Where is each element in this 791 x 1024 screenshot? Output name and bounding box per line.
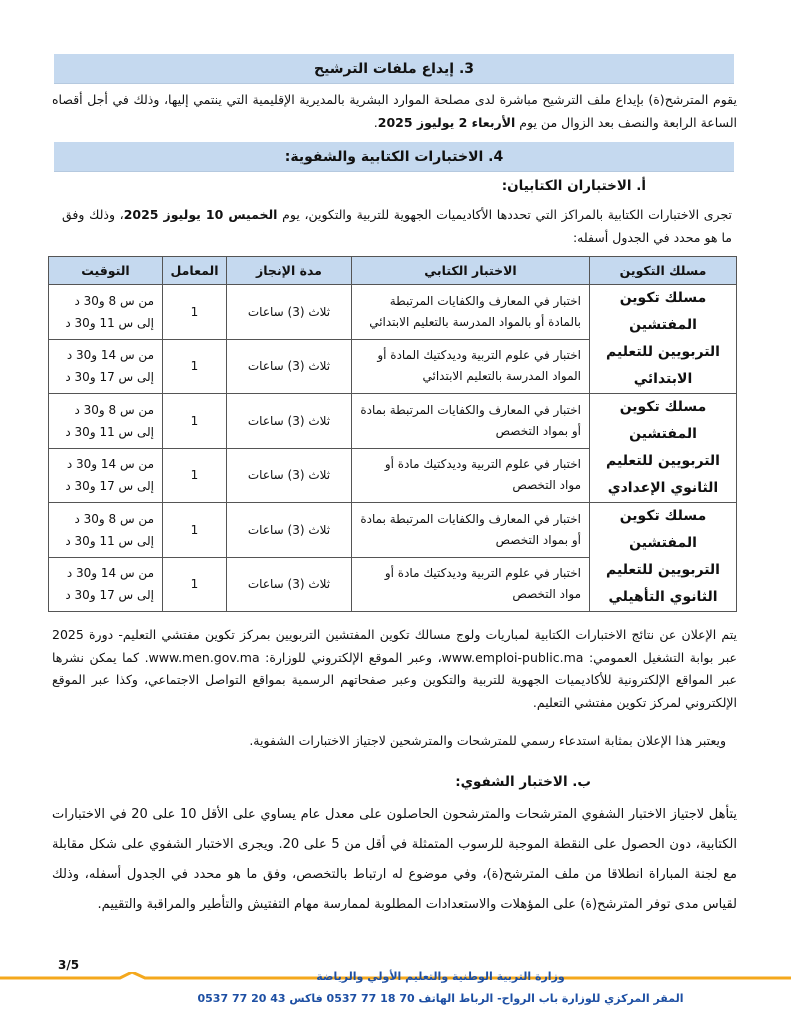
exam-cell: اختبار في المعارف والكفايات المرتبطة بالمادة أو بالمواد المدرسة بالتعليم الابتدائي (352, 285, 590, 340)
track-cell: مسلك تكوين المفتشين التربويين للتعليم الثانوي التأهيلي (590, 503, 737, 612)
header-track: مسلك التكوين (590, 257, 737, 285)
section-4-title-bar (54, 142, 734, 172)
duration-cell: ثلاث (3) ساعات (227, 557, 352, 612)
duration-cell: ثلاث (3) ساعات (227, 448, 352, 503)
time-cell: من س 8 و30 د إلى س 11 و30 د (49, 503, 163, 558)
convocation-note: ويعتبر هذا الإعلان بمثابة استدعاء رسمي للمترشحات والمترشحين لاجتياز الاختبارات الشفوية. (249, 733, 726, 748)
track-cell: مسلك تكوين المفتشين التربويين للتعليم الثانوي الإعدادي (590, 394, 737, 503)
page-number: 3/5 (58, 958, 80, 972)
header-time: التوقيت (49, 257, 163, 285)
duration-cell: ثلاث (3) ساعات (227, 503, 352, 558)
header-exam: الاختبار الكتابي (352, 257, 590, 285)
subsection-a-heading: أ. الاختباران الكتابيان: (501, 178, 646, 194)
results-announcement: يتم الإعلان عن نتائج الاختبارات الكتابية لمباريات ولوج مسالك تكوين المفتشين التربويين بمركز تكوين مفتشي التعليم- دورة 2025 عبر بوابة التشغيل العمومي: www.emploi-public.ma، وعبر الموقع الإلكتروني للوزارة: www.men.gov.ma. كما يمكن نشرها عبر المواقع الإلكترونية للأكاديميات الجهوية للتربية والتكوين وعبر صفحاتهم الرسمية بمواقع التواصل الاجتماعي، وكذا عبر الموقع الإلكتروني لمركز تكوين مفتشي التعليم. (52, 627, 737, 710)
subsection-b-heading: ب. الاختبار الشفوي: (455, 774, 591, 790)
time-cell: من س 8 و30 د إلى س 11 و30 د (49, 285, 163, 340)
duration-cell: ثلاث (3) ساعات (227, 394, 352, 449)
table-header-row (49, 257, 737, 285)
section-4-title: 4. الاختبارات الكتابية والشفوية: (284, 148, 504, 165)
coefficient-cell: 1 (163, 339, 227, 394)
exam-cell: اختبار في علوم التربية وديدكتيك المادة أو المواد المدرسة بالتعليم الابتدائي (352, 339, 590, 394)
time-cell: من س 14 و30 د إلى س 17 و30 د (49, 557, 163, 612)
coefficient-cell: 1 (163, 503, 227, 558)
table-row (49, 503, 737, 558)
section-3-text: يقوم المترشح(ة) بإيداع ملف الترشيح مباشرة لدى مصلحة الموارد البشرية بالمديرية الإقليمية التي ينتمي إليها، وذلك في أجل أقصاه الساعة الرابعة والنصف بعد الزوال من يوم الأربعاء 2 يوليوز 2025. (52, 92, 737, 130)
written-exams-table (48, 256, 737, 612)
exam-date: الخميس 10 يوليوز 2025 (123, 207, 278, 222)
time-cell: من س 8 و30 د إلى س 11 و30 د (49, 394, 163, 449)
coefficient-cell: 1 (163, 448, 227, 503)
track-cell: مسلك تكوين المفتشين التربويين للتعليم الابتدائي (590, 285, 737, 394)
duration-cell: ثلاث (3) ساعات (227, 339, 352, 394)
coefficient-cell: 1 (163, 394, 227, 449)
exam-cell: اختبار في المعارف والكفايات المرتبطة بمادة أو بمواد التخصص (352, 394, 590, 449)
section-3-title-bar (54, 54, 734, 84)
section-3-title: 3. إيداع ملفات الترشيح (313, 60, 475, 77)
coefficient-cell: 1 (163, 557, 227, 612)
table-row (49, 285, 737, 340)
subsection-a-text: تجرى الاختبارات الكتابية بالمراكز التي تحددها الأكاديميات الجهوية للتربية والتكوين، يوم الخميس 10 يوليوز 2025، وذلك وفق ما هو محدد في الجدول أسفله: (62, 207, 732, 245)
exam-cell: اختبار في علوم التربية وديدكتيك مادة أو مواد التخصص (352, 448, 590, 503)
exam-cell: اختبار في المعارف والكفايات المرتبطة بمادة أو بمواد التخصص (352, 503, 590, 558)
exam-cell: اختبار في علوم التربية وديدكتيك مادة أو مواد التخصص (352, 557, 590, 612)
header-duration: مدة الإنجاز (227, 257, 352, 285)
deadline-date: الأربعاء 2 يوليوز 2025 (377, 115, 516, 130)
footer-address: المقر المركزي للوزارة باب الرواح- الرباط الهاتف 70 18 77 0537 فاكس 43 20 77 0537 (197, 992, 684, 1005)
duration-cell: ثلاث (3) ساعات (227, 285, 352, 340)
header-coefficient: المعامل (163, 257, 227, 285)
time-cell: من س 14 و30 د إلى س 17 و30 د (49, 339, 163, 394)
time-cell: من س 14 و30 د إلى س 17 و30 د (49, 448, 163, 503)
coefficient-cell: 1 (163, 285, 227, 340)
footer-ministry-name: وزارة التربية الوطنية والتعليم الأولي والرياضة (316, 970, 565, 983)
table-row (49, 394, 737, 449)
subsection-b-text: يتأهل لاجتياز الاختبار الشفوي المترشحات والمترشحون الحاصلون على معدل عام يساوي على الأقل 10 على 20 في الاختبارات الكتابية، دون الحصول على النقطة الموجبة للرسوب المتمثلة في أقل من 5 على 20. ويجرى الاختبار الشفوي على شكل مقابلة مع لجنة المباراة انطلاقا من ملف المترشح(ة)، وفي موضوع له ارتباط بالتخصص، وفق ما هو محدد في الجدول أسفله، وذلك لقياس مدى توفر المترشح(ة) على المؤهلات والاستعدادات المطلوبة لممارسة مهام التفتيش والتأطير والمراقبة والتقييم. (52, 807, 737, 912)
